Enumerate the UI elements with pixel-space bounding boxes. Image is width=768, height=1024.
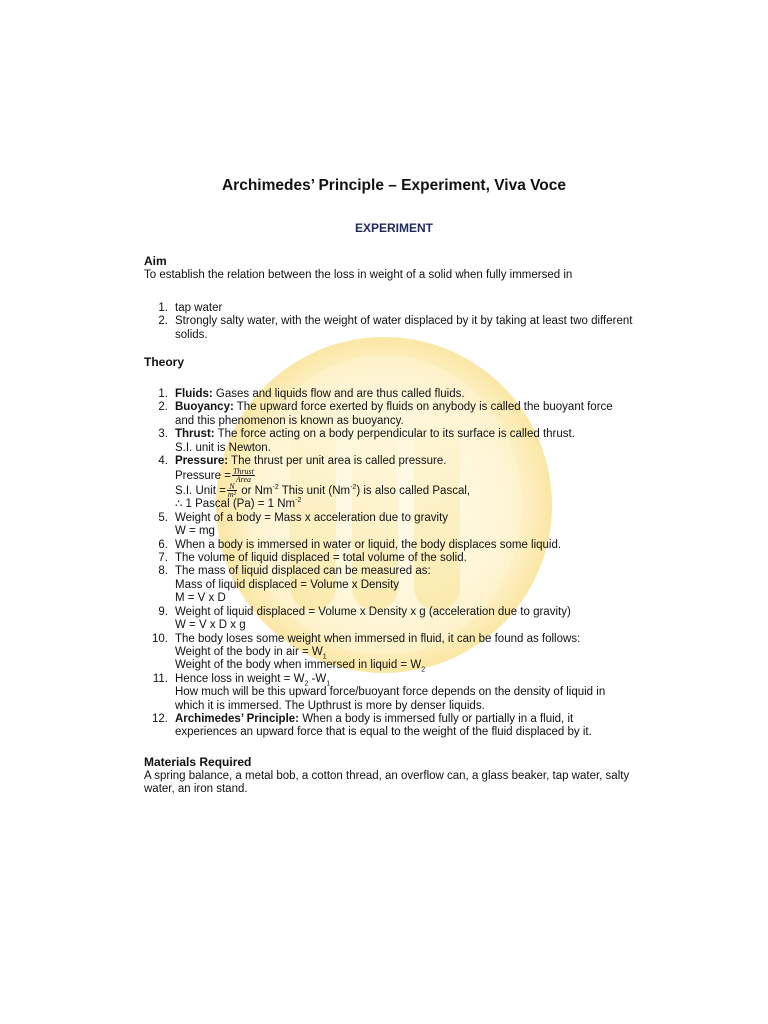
- list-text: The volume of liquid displaced = total volume of the solid.: [175, 552, 467, 565]
- term: Buoyancy:: [175, 401, 234, 414]
- list-number: 9.: [158, 605, 168, 618]
- list-item: [144, 512, 634, 539]
- list-number: 2.: [158, 315, 168, 328]
- term: Archimedes’ Principle:: [175, 712, 299, 725]
- list-number: 1.: [158, 388, 168, 400]
- list-text: Gases and liquids flow and are thus called fluids.: [212, 388, 465, 400]
- list-number: 11.: [152, 672, 168, 685]
- list-text: tap water: [175, 302, 223, 314]
- list-text: The body loses some weight when immersed in fluid, it can be found as follows:: [175, 632, 581, 645]
- list-item: [144, 455, 634, 512]
- list-number: 10.: [152, 632, 168, 645]
- list-item: [144, 539, 634, 552]
- term: Pressure:: [175, 455, 229, 468]
- list-item: [144, 552, 634, 565]
- list-number: 6.: [158, 538, 168, 551]
- list-text: Strongly salty water, with the weight of water displaced by it by taking at least two different solids.: [175, 315, 633, 341]
- pressure-formula: Pressure = $\frac{\text{Thrust}}{\text{Area}}$: [175, 467, 254, 485]
- list-item: [144, 401, 634, 428]
- list-number: 4.: [158, 455, 168, 468]
- aim-text: To establish the relation between the loss in weight of a solid when fully immersed in: [144, 269, 573, 281]
- fraction: $\frac{N}{\text{m²}}$: [227, 482, 236, 500]
- list-subline: Weight of the body when immersed in liquid = $W_2$: [175, 659, 426, 674]
- list-text: Weight of a body = Mass x acceleration due to gravity: [175, 511, 449, 524]
- term: Fluids:: [175, 388, 213, 400]
- list-number: 2.: [158, 401, 168, 414]
- list-number: 12.: [152, 712, 168, 725]
- list-number: 7.: [158, 552, 168, 565]
- page-title: Archimedes’ Principle – Experiment, Viva Voce: [221, 177, 567, 194]
- fraction: $\frac{\text{Thrust}}{\text{Area}}$: [232, 467, 254, 485]
- list-item: [144, 713, 634, 740]
- list-text: The mass of liquid displaced can be measured as:: [175, 565, 431, 578]
- list-text: Hence loss in weight = $W_2$ $-W_1$: [175, 672, 331, 688]
- aim-heading: Aim: [144, 254, 167, 268]
- pascal-line: ∴ 1 Pascal (Pa) = 1 $Nm^{-2}$: [175, 497, 302, 511]
- materials-heading: Materials Required: [144, 755, 252, 769]
- list-number: 5.: [158, 511, 168, 524]
- list-item: [144, 302, 634, 315]
- list-text: Weight of liquid displaced = Volume x Density x g (acceleration due to gravity): [175, 605, 571, 618]
- list-text: The upward force exerted by fluids on anybody is called the buoyant force and this phenomenon is known as buoyancy.: [175, 401, 613, 427]
- list-subline: M = V x D: [175, 592, 226, 605]
- list-item: [144, 565, 634, 605]
- list-text: When a body is immersed fully or partially in a fluid, it experiences an upward force that is equal to the weight of the fluid displaced by it.: [175, 712, 592, 739]
- theory-heading: Theory: [144, 355, 185, 369]
- si-unit-line: S.I. Unit = $\frac{N}{\text{m²}}$ or $Nm^{-2}$ This unit $(Nm^{-2})$ is also called Pascal,: [175, 482, 471, 500]
- list-subline: Weight of the body in air = $W_1$: [175, 645, 327, 661]
- list-item: [144, 673, 634, 713]
- materials-text: A spring balance, a metal bob, a cotton thread, an overflow can, a glass beaker, tap water, salty water, an iron stand.: [144, 770, 630, 796]
- list-subline: W = mg: [175, 525, 215, 538]
- term: Thrust:: [175, 428, 215, 441]
- list-item: [144, 428, 634, 455]
- list-subline: Mass of liquid displaced = Volume x Density: [175, 578, 400, 591]
- section-heading: EXPERIMENT: [354, 221, 433, 235]
- list-item: [144, 633, 634, 673]
- list-text: The thrust per unit area is called pressure.: [228, 455, 447, 468]
- list-number: 8.: [158, 565, 168, 578]
- list-item: [144, 606, 634, 633]
- list-subline: W = V x D x g: [175, 619, 246, 632]
- list-number: 3.: [158, 428, 168, 441]
- list-number: 1.: [158, 302, 168, 314]
- list-item: [144, 315, 634, 342]
- list-text: The force acting on a body perpendicular to its surface is called thrust.: [214, 428, 575, 441]
- list-item: [144, 388, 634, 401]
- aim-list: [144, 302, 634, 342]
- list-subline: S.I. unit is Newton.: [175, 441, 271, 454]
- theory-list: [144, 388, 634, 740]
- list-subline: How much will be this upward force/buoyant force depends on the density of liquid in which it is immersed. The Upthrust is more by denser liquids.: [175, 686, 606, 712]
- list-text: When a body is immersed in water or liquid, the body displaces some liquid.: [175, 538, 562, 551]
